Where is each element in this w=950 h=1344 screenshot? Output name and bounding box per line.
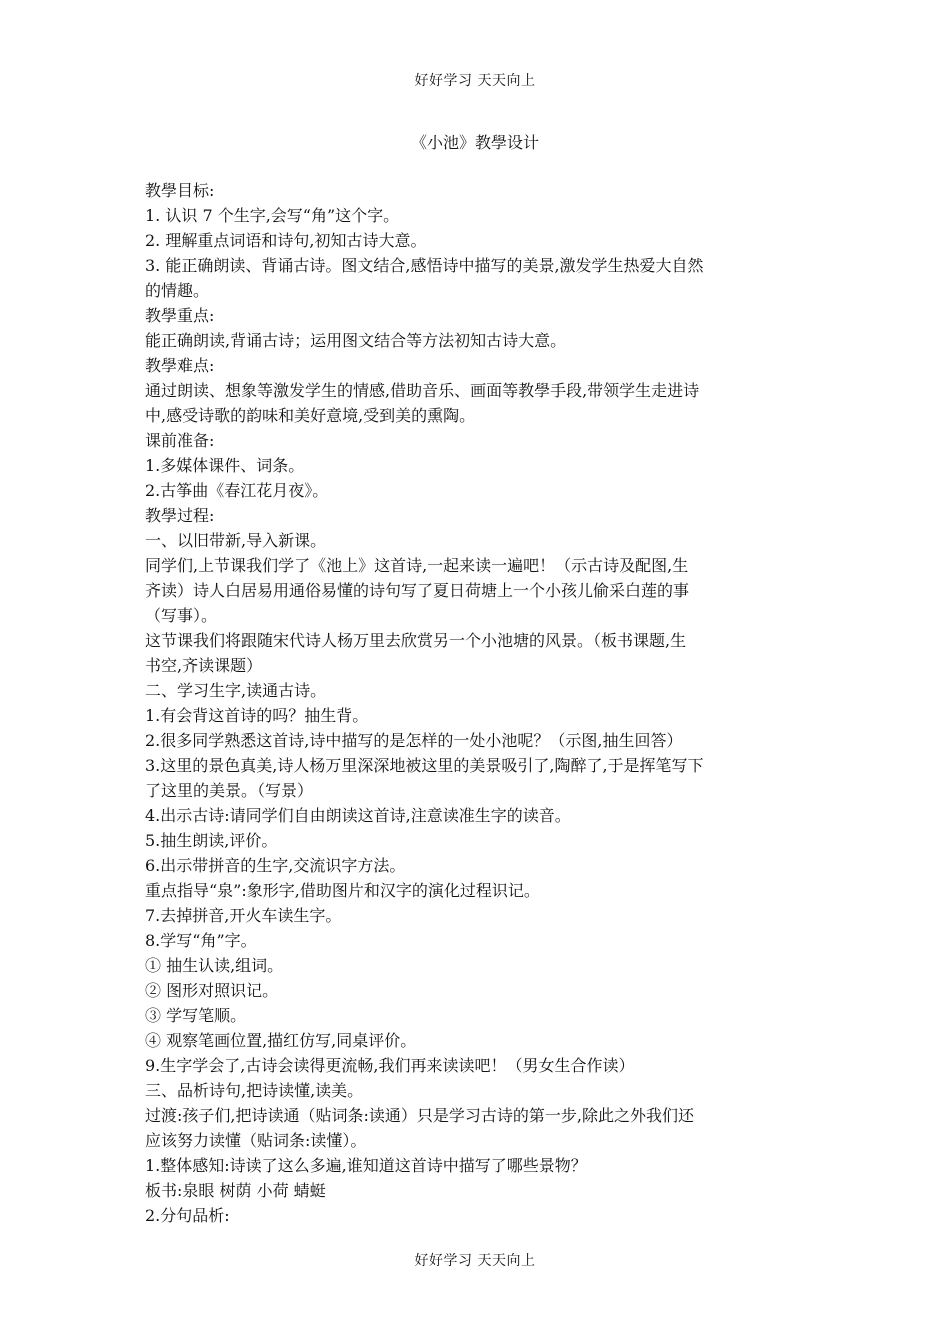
document-body [145, 178, 813, 1228]
text-line: 齐读）诗人白居易用通俗易懂的诗句写了夏日荷塘上一个小孩儿偷采白莲的事 [145, 581, 690, 600]
text-line: 教學重点: [145, 306, 215, 325]
text-line: 6.出示带拼音的生字,交流识字方法。 [145, 856, 406, 875]
text-line: 8.学写“角”字。 [145, 931, 257, 950]
text-line: 二、学习生字,读通古诗。 [145, 681, 327, 700]
text-line: （写事）。 [145, 606, 218, 625]
text-line: 3. 能正确朗读、背诵古诗。图文结合,感悟诗中描写的美景,激发学生热爱大自然 [145, 256, 704, 275]
text-line: 2.分句品析: [145, 1206, 230, 1225]
text-line: 4.出示古诗:请同学们自由朗读这首诗,注意读准生字的读音。 [145, 806, 571, 825]
text-line: 教學目标: [145, 181, 215, 200]
text-line: 2.很多同学熟悉这首诗,诗中描写的是怎样的一处小池呢？（示图,抽生回答） [145, 731, 683, 750]
text-line: 3.这里的景色真美,诗人杨万里深深地被这里的美景吸引了,陶醉了,于是挥笔写下 [145, 756, 704, 775]
document-title: 《小池》教學设计 [410, 133, 539, 152]
text-line: 书空,齐读课题） [145, 656, 263, 675]
text-line: 1. 认识 7 个生字,会写“角”这个字。 [145, 206, 400, 225]
text-line: 1.多媒体课件、词条。 [145, 456, 305, 475]
text-line: 教學过程: [145, 506, 215, 525]
text-line: 9.生字学会了,古诗会读得更流畅,我们再来读读吧！（男女生合作读） [145, 1056, 635, 1075]
text-line: 2.古筝曲《春江花月夜》。 [145, 481, 329, 500]
page-header: 好好学习 天天向上 [414, 73, 536, 89]
text-line: ④ 观察笔画位置,描红仿写,同桌评价。 [145, 1031, 417, 1050]
text-line: 重点指导“泉”:象形字,借助图片和汉字的演化过程识记。 [145, 881, 540, 900]
text-line: 过渡:孩子们,把诗读通（贴词条:读通）只是学习古诗的第一步,除此之外我们还 [145, 1106, 694, 1125]
text-line: 1.有会背这首诗的吗？抽生背。 [145, 706, 369, 725]
text-line: 课前准备: [145, 431, 215, 450]
text-line: 了这里的美景。（写景） [145, 781, 314, 800]
text-line: ③ 学写笔顺。 [145, 1006, 247, 1025]
text-line: ① 抽生认读,组词。 [145, 956, 284, 975]
text-line: 教學难点: [145, 356, 215, 375]
text-line: 板书:泉眼 树荫 小荷 蜻蜓 [145, 1181, 326, 1200]
text-line: 三、品析诗句,把诗读懂,读美。 [145, 1081, 364, 1100]
text-line: 7.去掉拼音,开火车读生字。 [145, 906, 342, 925]
text-line: 应该努力读懂（贴词条:读懂）。 [145, 1131, 367, 1150]
text-line: 同学们,上节课我们学了《池上》这首诗,一起来读一遍吧！（示古诗及配图,生 [145, 556, 689, 575]
text-line: 1.整体感知:诗读了这么多遍,谁知道这首诗中描写了哪些景物？ [145, 1156, 587, 1175]
text-line: 能正确朗读,背诵古诗；运用图文结合等方法初知古诗大意。 [145, 331, 567, 350]
text-line: 5.抽生朗读,评价。 [145, 831, 278, 850]
text-line: 2. 理解重点词语和诗句,初知古诗大意。 [145, 231, 427, 250]
page-footer: 好好学习 天天向上 [414, 1253, 536, 1269]
text-line: 一、以旧带新,导入新课。 [145, 531, 327, 550]
text-line: 通过朗读、想象等激发学生的情感,借助音乐、画面等教學手段,带领学生走进诗 [145, 381, 700, 400]
text-line: ② 图形对照识记。 [145, 981, 279, 1000]
text-line: 的情趣。 [145, 281, 210, 300]
text-line: 这节课我们将跟随宋代诗人杨万里去欣赏另一个小池塘的风景。（板书课题,生 [145, 631, 687, 650]
text-line: 中,感受诗歌的韵味和美好意境,受到美的熏陶。 [145, 406, 476, 425]
